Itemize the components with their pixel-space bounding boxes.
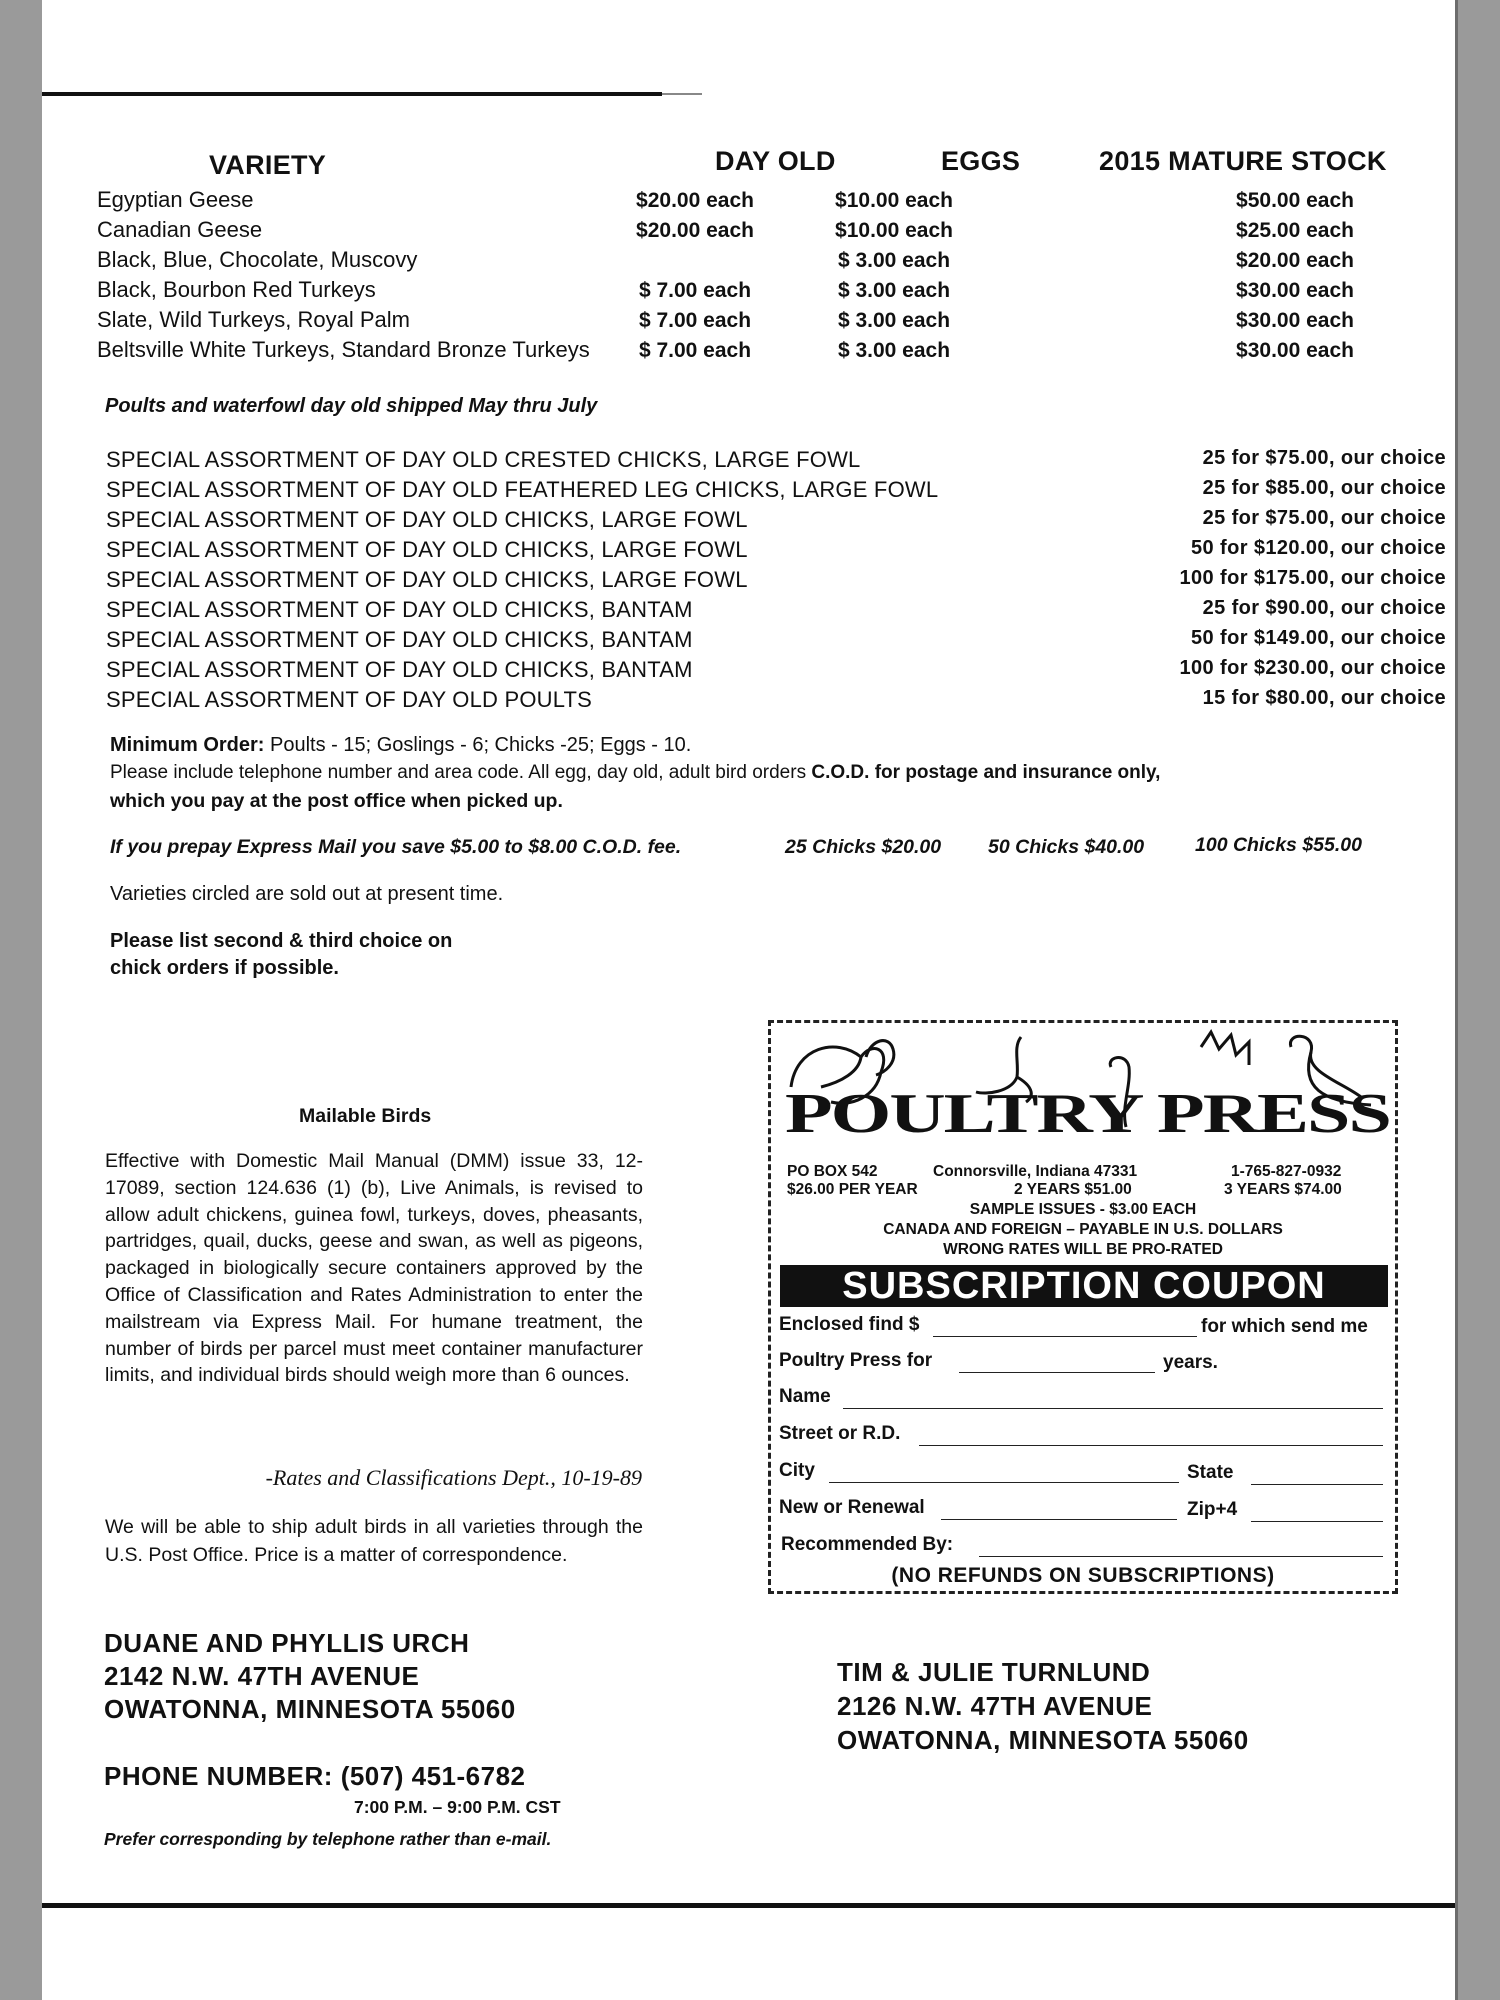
state-field[interactable] bbox=[1251, 1484, 1383, 1485]
prefer-note: Prefer corresponding by telephone rather than e-mail. bbox=[104, 1829, 552, 1849]
mailable-body-2: We will be able to ship adult birds in all varieties through the U.S. Post Office. Price is a matter of correspondence. bbox=[105, 1516, 643, 1566]
zip-field[interactable] bbox=[1251, 1521, 1383, 1522]
coupon-canada: CANADA AND FOREIGN – PAYABLE IN U.S. DOLLARS bbox=[883, 1221, 1283, 1238]
variety-name: Black, Bourbon Red Turkeys bbox=[97, 277, 376, 302]
special-text: SPECIAL ASSORTMENT OF DAY OLD FEATHERED LEG CHICKS, LARGE FOWL bbox=[106, 477, 939, 502]
eggs-price: $10.00 each bbox=[835, 189, 953, 212]
scan-border-left bbox=[0, 0, 42, 2000]
day-old-price: $20.00 each bbox=[636, 219, 754, 242]
special-row bbox=[106, 687, 1446, 717]
express-50: 50 Chicks $40.00 bbox=[988, 836, 1145, 858]
special-row bbox=[106, 627, 1446, 657]
coupon-rate-2: 2 YEARS $51.00 bbox=[1014, 1181, 1132, 1198]
variety-name: Slate, Wild Turkeys, Royal Palm bbox=[97, 307, 410, 332]
mature-price: $30.00 each bbox=[1236, 309, 1354, 332]
no-refunds-note: (NO REFUNDS ON SUBSCRIPTIONS) bbox=[891, 1564, 1275, 1587]
years-label: years. bbox=[1163, 1352, 1218, 1373]
coupon-phone: 1-765-827-0932 bbox=[1231, 1163, 1342, 1180]
name-label: Name bbox=[779, 1386, 831, 1407]
special-text: SPECIAL ASSORTMENT OF DAY OLD CRESTED CHICKS, LARGE FOWL bbox=[106, 447, 861, 472]
price-row bbox=[97, 187, 1457, 217]
special-price: 100 for $175.00, our choice bbox=[1179, 567, 1446, 589]
price-row bbox=[97, 337, 1457, 367]
minimum-order-text: Poults - 15; Goslings - 6; Chicks -25; Eggs - 10. bbox=[270, 734, 692, 756]
coupon-sample: SAMPLE ISSUES - $3.00 EACH bbox=[969, 1201, 1197, 1218]
poultry-press-logo: POULTRY PRESS bbox=[785, 1081, 1390, 1145]
right-contact-city: OWATONNA, MINNESOTA 55060 bbox=[837, 1725, 1249, 1755]
header-mature-stock: 2015 MATURE STOCK bbox=[1099, 146, 1387, 176]
enclosed-label: Enclosed find $ bbox=[779, 1314, 920, 1335]
special-row bbox=[106, 597, 1446, 627]
mature-price: $30.00 each bbox=[1236, 339, 1354, 362]
right-contact-name: TIM & JULIE TURNLUND bbox=[837, 1657, 1151, 1687]
eggs-price: $10.00 each bbox=[835, 219, 953, 242]
phone-line bbox=[104, 1760, 526, 1793]
mature-price: $30.00 each bbox=[1236, 279, 1354, 302]
express-100: 100 Chicks $55.00 bbox=[1195, 834, 1362, 856]
price-row bbox=[97, 217, 1457, 247]
special-row bbox=[106, 477, 1446, 507]
day-old-price: $20.00 each bbox=[636, 189, 754, 212]
day-old-price: $ 7.00 each bbox=[638, 309, 752, 332]
header-eggs: EGGS bbox=[941, 146, 1021, 176]
coupon-city: Connorsville, Indiana 47331 bbox=[933, 1163, 1138, 1180]
variety-name: Beltsville White Turkeys, Standard Bronze Turkeys bbox=[97, 337, 590, 362]
zip-label: Zip+4 bbox=[1187, 1499, 1238, 1520]
special-text: SPECIAL ASSORTMENT OF DAY OLD CHICKS, LARGE FOWL bbox=[106, 567, 748, 592]
right-contact-street: 2126 N.W. 47TH AVENUE bbox=[837, 1691, 1153, 1721]
phone-number: (507) 451-6782 bbox=[340, 1761, 526, 1791]
eggs-price: $ 3.00 each bbox=[837, 279, 951, 302]
day-old-price: $ 7.00 each bbox=[638, 279, 752, 302]
recommended-field[interactable] bbox=[979, 1556, 1383, 1557]
choice-note-1: Please list second & third choice on bbox=[110, 930, 453, 952]
street-field[interactable] bbox=[919, 1445, 1383, 1446]
special-price: 100 for $230.00, our choice bbox=[1179, 657, 1446, 679]
eggs-price: $ 3.00 each bbox=[837, 249, 951, 272]
mature-price: $20.00 each bbox=[1236, 249, 1354, 272]
header-day-old: DAY OLD bbox=[715, 146, 836, 176]
variety-name: Canadian Geese bbox=[97, 217, 263, 242]
special-price: 25 for $75.00, our choice bbox=[1202, 447, 1446, 469]
state-label: State bbox=[1187, 1462, 1234, 1483]
coupon-rate-3: 3 YEARS $74.00 bbox=[1224, 1181, 1342, 1198]
mailable-signature: -Rates and Classifications Dept., 10-19-89 bbox=[265, 1465, 642, 1490]
city-field[interactable] bbox=[829, 1482, 1179, 1483]
eggs-price: $ 3.00 each bbox=[837, 339, 951, 362]
special-price: 50 for $149.00, our choice bbox=[1191, 627, 1446, 649]
special-row bbox=[106, 567, 1446, 597]
express-25: 25 Chicks $20.00 bbox=[785, 836, 942, 858]
enclosed-amount-field[interactable] bbox=[933, 1336, 1197, 1337]
special-price: 25 for $85.00, our choice bbox=[1202, 477, 1446, 499]
price-row bbox=[97, 307, 1457, 337]
mailable-title: Mailable Birds bbox=[299, 1105, 432, 1127]
mailable-body: Effective with Domestic Mail Manual (DMM) issue 33, 12-17089, section 124.636 (1) (b), Live Animals, is revised to allow adult chickens, guinea fowl, turkeys, doves, pheasants, partridges, quail, ducks, geese and swan, as well as pigeons, packaged in biologically secure containers approved by the Office of Classification and Rates Administration to enter the mailstream via Express Mail. For humane treatment, the number of birds per parcel must meet container manufacturer limits, and individual birds should weigh more than 6 ounces. bbox=[105, 1150, 643, 1387]
left-contact-name: DUANE AND PHYLLIS URCH bbox=[104, 1628, 470, 1658]
sold-out-note: Varieties circled are sold out at present time. bbox=[110, 883, 504, 905]
coupon-rate-1: $26.00 PER YEAR bbox=[787, 1181, 918, 1198]
special-row bbox=[106, 657, 1446, 687]
new-renewal-field[interactable] bbox=[941, 1519, 1177, 1520]
scan-border-right bbox=[1458, 0, 1500, 2000]
left-contact-street: 2142 N.W. 47TH AVENUE bbox=[104, 1661, 420, 1691]
top-rule-fade bbox=[662, 93, 702, 95]
special-text: SPECIAL ASSORTMENT OF DAY OLD CHICKS, LARGE FOWL bbox=[106, 507, 748, 532]
special-price: 50 for $120.00, our choice bbox=[1191, 537, 1446, 559]
special-text: SPECIAL ASSORTMENT OF DAY OLD CHICKS, BANTAM bbox=[106, 627, 693, 652]
minimum-order-label: Minimum Order: bbox=[110, 734, 265, 756]
shipping-note: Poults and waterfowl day old shipped May thru July bbox=[105, 395, 598, 417]
city-label: City bbox=[779, 1460, 815, 1481]
price-row bbox=[97, 247, 1457, 277]
phone-label: PHONE NUMBER: bbox=[104, 1761, 333, 1791]
special-price: 25 for $75.00, our choice bbox=[1202, 507, 1446, 529]
special-text: SPECIAL ASSORTMENT OF DAY OLD CHICKS, BANTAM bbox=[106, 597, 693, 622]
special-price: 25 for $90.00, our choice bbox=[1202, 597, 1446, 619]
special-row bbox=[106, 537, 1446, 567]
cod-line-2: which you pay at the post office when picked up. bbox=[110, 790, 563, 812]
new-renewal-label: New or Renewal bbox=[779, 1497, 925, 1518]
mature-price: $25.00 each bbox=[1236, 219, 1354, 242]
variety-name: Egyptian Geese bbox=[97, 187, 254, 212]
special-row bbox=[106, 507, 1446, 537]
price-row bbox=[97, 277, 1457, 307]
eggs-price: $ 3.00 each bbox=[837, 309, 951, 332]
bottom-rule bbox=[42, 1903, 1455, 1908]
choice-note-2: chick orders if possible. bbox=[110, 957, 339, 979]
left-contact-city: OWATONNA, MINNESOTA 55060 bbox=[104, 1694, 516, 1724]
phone-hours: 7:00 P.M. – 9:00 P.M. CST bbox=[354, 1797, 561, 1817]
subscription-coupon bbox=[768, 1020, 1398, 1594]
special-price: 15 for $80.00, our choice bbox=[1202, 687, 1446, 709]
special-row bbox=[106, 447, 1446, 477]
day-old-price: $ 7.00 each bbox=[638, 339, 752, 362]
name-field[interactable] bbox=[843, 1408, 1383, 1409]
express-note: If you prepay Express Mail you save $5.00 to $8.00 C.O.D. fee. bbox=[110, 836, 682, 858]
coupon-wrong-rates: WRONG RATES WILL BE PRO-RATED bbox=[943, 1241, 1223, 1258]
poultry-press-for-label: Poultry Press for bbox=[779, 1350, 933, 1371]
cod-line bbox=[110, 762, 1160, 784]
special-text: SPECIAL ASSORTMENT OF DAY OLD CHICKS, BANTAM bbox=[106, 657, 693, 682]
for-which-label: for which send me bbox=[1201, 1316, 1368, 1337]
special-text: SPECIAL ASSORTMENT OF DAY OLD CHICKS, LARGE FOWL bbox=[106, 537, 748, 562]
mature-price: $50.00 each bbox=[1236, 189, 1354, 212]
cod-text-bold: C.O.D. for postage and insurance only, bbox=[811, 762, 1161, 783]
cod-text: Please include telephone number and area code. All egg, day old, adult bird orders bbox=[110, 762, 807, 783]
header-variety: VARIETY bbox=[209, 150, 327, 180]
years-field[interactable] bbox=[959, 1372, 1155, 1373]
street-label: Street or R.D. bbox=[779, 1423, 901, 1444]
document-page bbox=[42, 0, 1455, 2000]
recommended-label: Recommended By: bbox=[781, 1534, 954, 1555]
coupon-po-box: PO BOX 542 bbox=[787, 1163, 878, 1180]
top-rule bbox=[42, 92, 662, 96]
variety-name: Black, Blue, Chocolate, Muscovy bbox=[97, 247, 418, 272]
subscription-banner: SUBSCRIPTION COUPON bbox=[780, 1265, 1388, 1307]
special-text: SPECIAL ASSORTMENT OF DAY OLD POULTS bbox=[106, 687, 593, 712]
minimum-order bbox=[110, 734, 691, 757]
